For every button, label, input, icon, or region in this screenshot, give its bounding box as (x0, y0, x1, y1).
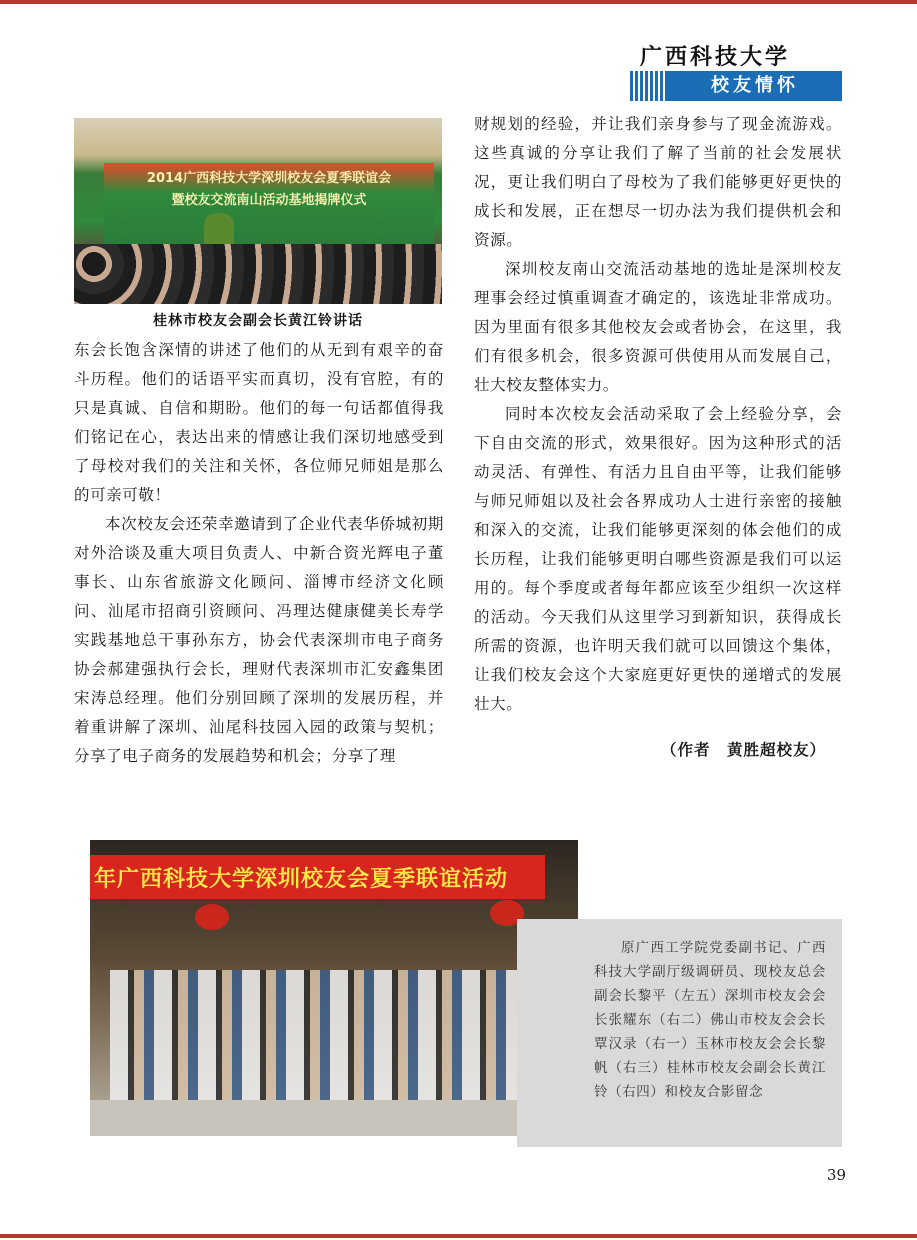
article-right-column (474, 110, 842, 719)
section-label: 校友情怀 (711, 75, 799, 96)
audience-crowd (74, 244, 442, 304)
group-of-people (110, 970, 570, 1100)
speech-photo-caption: 桂林市校友会副会长黄江铃讲话 (153, 313, 363, 329)
speech-photo (74, 118, 442, 304)
photo-banner-line1: 2014广西科技大学深圳校友会夏季联谊会 (146, 171, 392, 186)
article-paragraph: 东会长饱含深情的讲述了他们的从无到有艰辛的奋斗历程。他们的话语平实而真切，没有官腔，有的只是真诚、自信和期盼。他们的每一句话都值得我们铭记在心，表达出来的情感让我们深切地感受到了母校对我们的关注和关怀，各位师兄师姐是那么的可亲可敬！ (74, 341, 444, 504)
photo-banner-line2: 暨校友交流南山活动基地揭牌仪式 (171, 193, 367, 208)
bottom-rule (0, 1234, 917, 1238)
article-paragraph: 同时本次校友会活动采取了会上经验分享，会下自由交流的形式，效果很好。因为这种形式的活动灵活、有弹性、有活力且自由平等，让我们能够与师兄师姐以及社会各界成功人士进行亲密的接触和深入的交流，让我们能够更深刻的体会他们的成长历程，让我们能够更明白哪些资源是我们可以运用的。每个季度或者每年都应该至少组织一次这样的活动。今天我们从这里学习到新知识，获得成长所需的资源，也许明天我们就可以回馈这个集体，让我们校友会这个大家庭更好更快的递增式的发展壮大。 (474, 405, 842, 713)
section-band (628, 71, 842, 101)
article-paragraph: 财规划的经验，并让我们亲身参与了现金流游戏。这些真诚的分享让我们了解了当前的社会发展状况，更让我们明白了母校为了我们能够更好更快的成长和发展，正在想尽一切办法为我们提供机会和资源。 (474, 115, 842, 249)
article-paragraph: 深圳校友南山交流活动基地的选址是深圳校友理事会经过慎重调查才确定的，该选址非常成功。因为里面有很多其他校友会或者协会，在这里，我们有很多机会，很多资源可供使用从而发展自己，壮大校友整体实力。 (474, 260, 842, 394)
article-paragraph: 本次校友会还荣幸邀请到了企业代表华侨城初期对外洽谈及重大项目负责人、中新合资光辉电子董事长、山东省旅游文化顾问、淄博市经济文化顾问、汕尾市招商引资顾问、冯理达健康健美长寿学实践基地总干事孙东方，协会代表深圳市电子商务协会郝建强执行会长，理财代表深圳市汇安鑫集团宋涛总经理。他们分别回顾了深圳的发展历程，并着重讲解了深圳、汕尾科技园入园的政策与契机；分享了电子商务的发展趋势和机会；分享了理 (74, 515, 444, 765)
page-number: 39 (826, 1166, 846, 1184)
article-left-column (74, 336, 444, 771)
author-signature: （作者 黄胜超校友） (660, 740, 826, 759)
top-rule (0, 0, 917, 4)
ground (90, 1100, 578, 1136)
magazine-university-title: 广西科技大学 (639, 45, 790, 70)
group-photo-banner-text: 年广西科技大学深圳校友会夏季联谊活动 (94, 867, 509, 892)
band-stripes-decoration (628, 71, 668, 101)
lantern-decoration (195, 904, 229, 930)
photo-banner-text (114, 168, 424, 212)
group-photo (90, 840, 578, 1136)
group-photo-caption: 原广西工学院党委副书记、广西科技大学副厅级调研员、现校友总会副会长黎平（左五）深圳市校友会会长张耀东（右二）佛山市校友会会长覃汉录（右一）玉林市校友会会长黎帆（右三）桂林市校友会副会长黄江铃（右四）和校友合影留念 (594, 940, 826, 1100)
